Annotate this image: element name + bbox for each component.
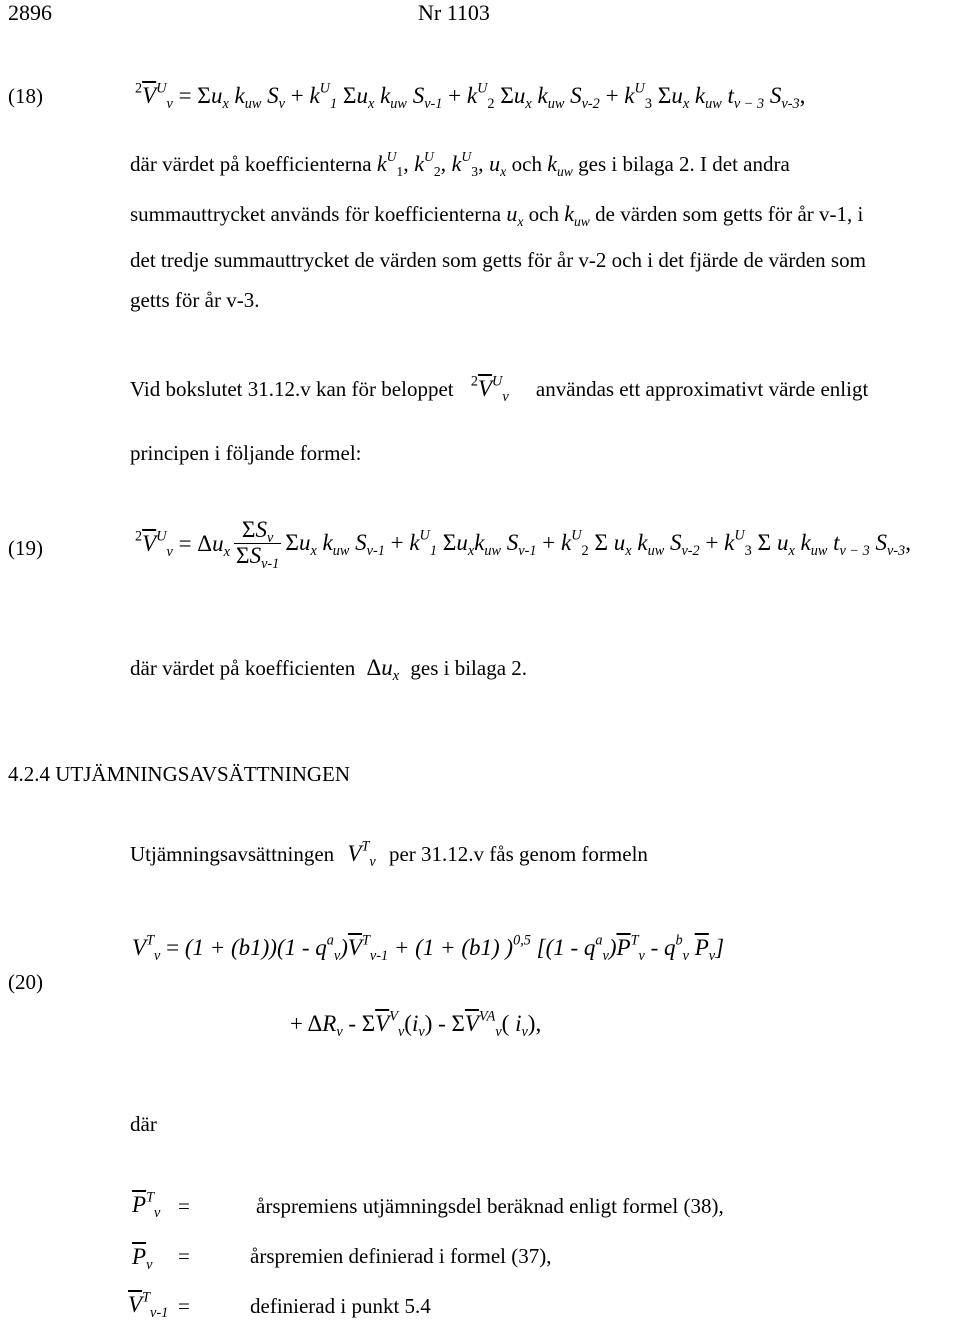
definition-text-1: årspremiens utjämningsdel beräknad enligt formel (38), <box>256 1194 724 1218</box>
paragraph-1-line-4: getts för år v-3. <box>130 288 260 312</box>
sum-ratio-fraction: $\frac{\Sigma S_v}{\Sigma S_{v-1}}$ <box>235 517 280 573</box>
section-heading: 4.2.4 UTJÄMNINGSAVSÄTTNINGEN <box>8 762 351 786</box>
paragraph-2-line-2: principen i följande formel: <box>130 441 362 465</box>
equation-20-line-1: $V^T_v = (1 + (b1))(1 - q^a_v)\overline{V}^T_{v-1} + (1 + (b1)$ )$^{0,5}$ [$(1 - q^a_v)\overline{P}^T_v - q^b_v$ $\overline{P}_v$] <box>132 932 725 964</box>
equation-18: $^2\overline{V}^U_v = \Sigma u_x$ $k_{uw}$ $S_v + k^U_1$ $\Sigma u_x$ $k_{uw}$ $S_{v-1} + k^U_2$ $\Sigma u_x$ $k_{uw}$ $S_{v-2} + k^U_3$ $\Sigma u_x$ $k_{uw}$ $t_{v - 3}$ $S_{v-3}$, <box>135 80 806 112</box>
definition-text-3: definierad i punkt 5.4 <box>250 1294 431 1318</box>
page-number: 2896 <box>8 0 52 25</box>
paragraph-1-line-2: summauttrycket används för koefficienterna $u_x$ och $k_{uw}$ de värden som getts för år v-1, i <box>130 201 864 229</box>
equation-20-label: (20) <box>8 970 43 994</box>
definition-equals-1: = <box>178 1194 190 1218</box>
paragraph-4: Utjämningsavsättningen $V^T_v$ per 31.12.v fås genom formeln <box>130 838 648 870</box>
definition-symbol-vt: $\overline{V}^T_{v-1}$ <box>128 1289 169 1321</box>
equation-19: $^2\overline{V}^U_v = \Delta u_x$ $\frac{\Sigma S_v}{\Sigma S_{v-1}}$ $\Sigma u_x$ $k_{uw}$ $S_{v-1} + k^U_1$ $\Sigma u_xk_{uw}$ $S_{v-1} + k^U_2$ Σ $u_x$ $k_{uw}$ $S_{v-2} + k^U_3$ Σ $u_x$ $k_{uw}$ $t_{v - 3}$ $S_{v-3}$, <box>135 517 911 573</box>
paragraph-2-line-1: Vid bokslutet 31.12.v kan för beloppet $^2\overline{V}^U_v$ användas ett approximativt värde enligt <box>130 373 869 405</box>
equation-18-label: (18) <box>8 84 43 108</box>
definition-text-2: årspremien definierad i formel (37), <box>250 1244 552 1268</box>
journal-number: Nr 1103 <box>418 0 490 25</box>
definitions-intro: där <box>130 1112 157 1136</box>
definition-equals-3: = <box>178 1294 190 1318</box>
paragraph-1-line-1: där värdet på koefficienterna $k^U_1$, $k^U_2$, $k^U_3$, $u_x$ och $k_{uw}$ ges i bilaga 2. I det andra <box>130 148 790 179</box>
paragraph-3: där värdet på koefficienten $\Delta u_x$ ges i bilaga 2. <box>130 655 528 684</box>
definition-symbol-p: $\overline{P}_v$ <box>132 1244 153 1273</box>
equation-19-label: (19) <box>8 536 43 560</box>
equation-20-line-2: + $\Delta R_v - \Sigma\overline{V}^V_v(i_v) - \Sigma\overline{V}^{VA}_v$( $i_v$), <box>290 1008 542 1040</box>
paragraph-1-line-3: det tredje summauttrycket de värden som getts för år v-2 och i det fjärde de värden som <box>130 248 866 272</box>
definition-symbol-pt: $\overline{P}^T_v$ <box>132 1189 161 1221</box>
definition-equals-2: = <box>178 1244 190 1268</box>
